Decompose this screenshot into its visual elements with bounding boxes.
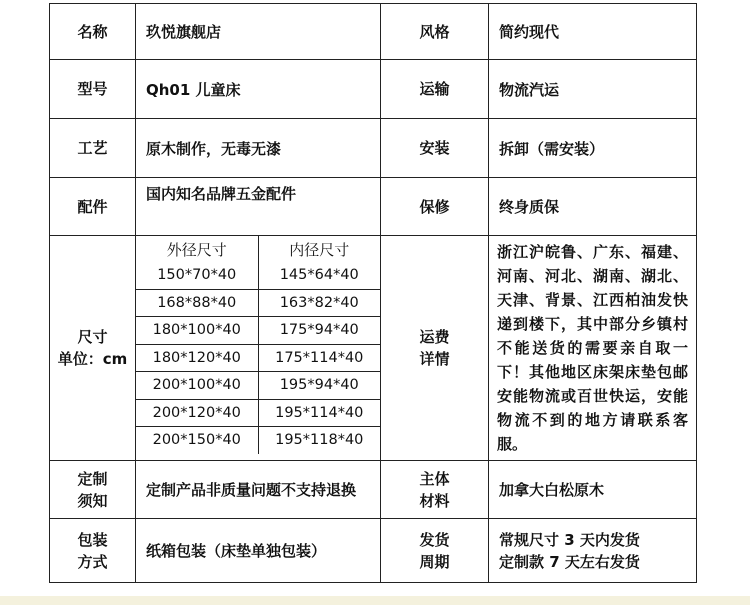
outer-size-cell: 180*120*40 [136, 344, 258, 372]
style-label: 风格 [381, 4, 489, 60]
material-value: 加拿大白松原木 [489, 461, 697, 519]
name-value: 玖悦旗舰店 [136, 4, 381, 60]
size-table-row [136, 262, 380, 289]
inner-size-cell: 163*82*40 [258, 289, 380, 317]
inner-size-cell: 195*118*40 [275, 432, 364, 449]
packaging-value: 纸箱包装（床垫单独包装） [136, 519, 381, 583]
size-table [136, 236, 380, 454]
spec-row-parts [50, 178, 697, 236]
inner-size-cell: 175*94*40 [258, 317, 380, 345]
packaging-label [50, 519, 136, 583]
outer-size-cell: 168*88*40 [136, 289, 258, 317]
inner-size-cell: 195*114*40 [258, 399, 380, 427]
size-label-line2: 单位：cm [57, 350, 128, 368]
model-label: 型号 [50, 60, 136, 119]
model-value: Qh01 儿童床 [136, 60, 381, 119]
shipping-value: 物流汽运 [489, 60, 697, 119]
custom-value: 定制产品非质量问题不支持退换 [136, 461, 381, 519]
size-table-row [136, 372, 380, 400]
outer-size-cell: 180*100*40 [136, 317, 258, 345]
delivery-label [381, 519, 489, 583]
material-label [381, 461, 489, 519]
name-label: 名称 [50, 4, 136, 60]
spec-row-size [50, 236, 697, 461]
delivery-value [489, 519, 697, 583]
packaging-label-line2: 方式 [77, 552, 108, 571]
size-label-line1: 尺寸 [77, 328, 108, 346]
inner-size-header: 内径尺寸 [289, 240, 350, 259]
material-label-line1: 主体 [419, 469, 450, 488]
delivery-label-line2: 周期 [419, 552, 450, 571]
material-label-line2: 材料 [419, 491, 450, 510]
style-value: 简约现代 [489, 4, 697, 60]
size-table-row [136, 399, 380, 427]
packaging-label-line1: 包装 [77, 530, 108, 549]
warranty-label: 保修 [381, 178, 489, 236]
craft-value: 原木制作，无毒无漆 [136, 119, 381, 178]
size-table-header-row [136, 236, 380, 262]
spec-row-packaging [50, 519, 697, 583]
parts-label: 配件 [50, 178, 136, 236]
parts-value: 国内知名品牌五金配件 [136, 178, 381, 236]
inner-size-cell: 195*94*40 [258, 372, 380, 400]
spec-row-custom [50, 461, 697, 519]
size-table-row [136, 317, 380, 345]
product-spec-table [49, 3, 697, 583]
size-table-row [136, 344, 380, 372]
custom-label-line1: 定制 [77, 469, 108, 488]
outer-size-header: 外径尺寸 [136, 236, 258, 262]
size-table-row [136, 289, 380, 317]
size-label [50, 236, 136, 461]
craft-label: 工艺 [50, 119, 136, 178]
delivery-label-line1: 发货 [419, 530, 450, 549]
freight-details: 浙江沪皖鲁、广东、福建、河南、河北、湖南、湖北、天津、背景、江西柏油发快递到楼下，其中部分乡镇村不能送货的需要亲自取一下！其他地区床架床垫包邮安能物流或百世快运，安能物流不到的地方请联系客服。 [489, 236, 697, 461]
freight-label-line1: 运费 [419, 328, 450, 346]
spec-row-name [50, 4, 697, 60]
warranty-value: 终身质保 [489, 178, 697, 236]
spec-row-model [50, 60, 697, 119]
delivery-value-line1: 常规尺寸 3 天内发货 [499, 530, 640, 549]
install-value: 拆卸（需安装） [489, 119, 697, 178]
size-table-cell [136, 236, 381, 461]
footer-strip [0, 596, 750, 605]
outer-size-cell: 150*70*40 [136, 262, 258, 289]
install-label: 安装 [381, 119, 489, 178]
outer-size-cell: 200*120*40 [136, 399, 258, 427]
spec-row-craft [50, 119, 697, 178]
freight-label [381, 236, 489, 461]
custom-label [50, 461, 136, 519]
outer-size-cell: 200*150*40 [136, 427, 258, 454]
shipping-label: 运输 [381, 60, 489, 119]
delivery-value-line2: 定制款 7 天左右发货 [499, 552, 640, 571]
custom-label-line2: 须知 [77, 491, 108, 510]
inner-size-cell: 175*114*40 [258, 344, 380, 372]
inner-size-cell: 145*64*40 [258, 262, 380, 289]
size-table-row [136, 427, 380, 454]
outer-size-cell: 200*100*40 [136, 372, 258, 400]
freight-label-line2: 详情 [419, 350, 450, 368]
